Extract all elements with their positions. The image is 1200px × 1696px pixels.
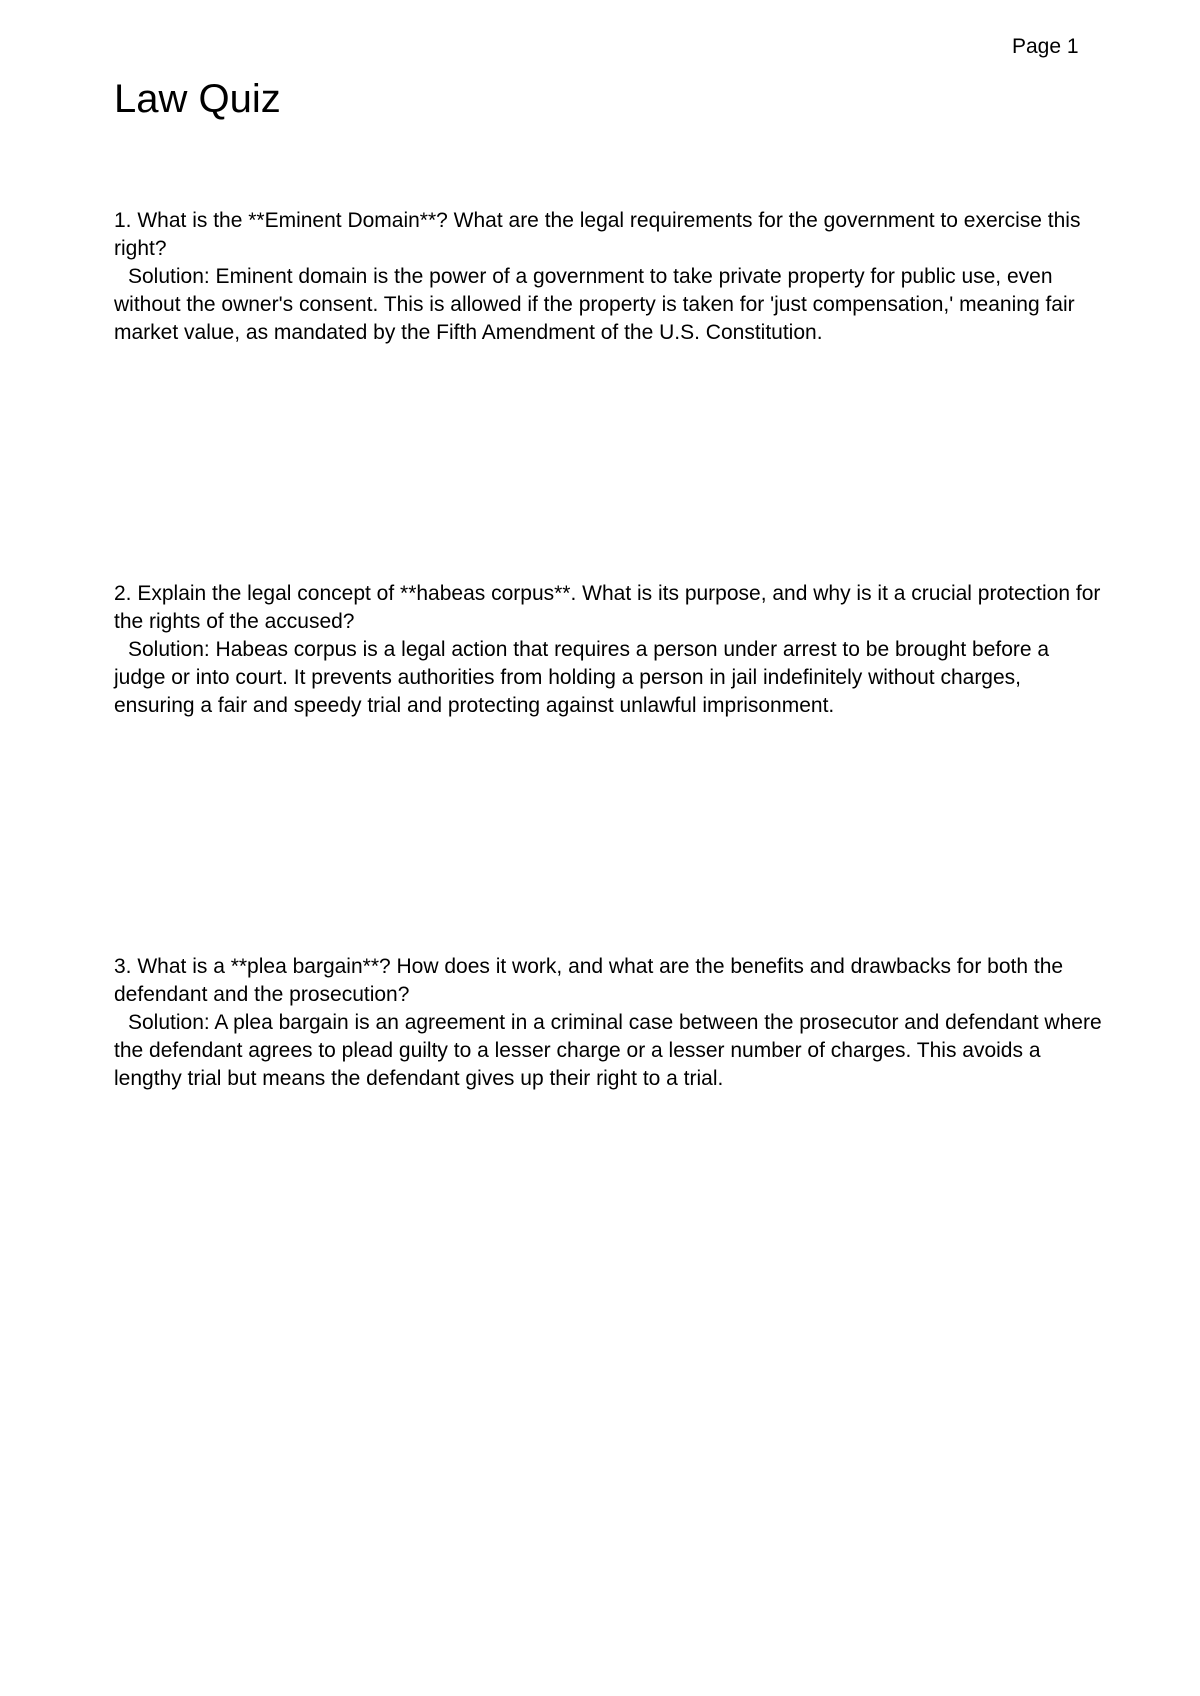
question-block-2: [114, 580, 1104, 720]
question-text-2: 2. Explain the legal concept of **habeas corpus**. What is its purpose, and why is it a crucial protection for the rights of the accused?: [114, 582, 1101, 633]
solution-text-1: Solution: Eminent domain is the power of a government to take private property for public use, even without the owner's consent. This is allowed if the property is taken for 'just compensation,' meaning fair market value, as mandated by the Fifth Amendment of the U.S. Constitution.: [114, 265, 1075, 344]
solution-text-2: Solution: Habeas corpus is a legal action that requires a person under arrest to be brought before a judge or into court. It prevents authorities from holding a person in jail indefinitely without charges, ensuring a fair and speedy trial and protecting against unlawful imprisonment.: [114, 638, 1050, 717]
page-number: Page 1: [1012, 35, 1079, 58]
solution-text-3: Solution: A plea bargain is an agreement in a criminal case between the prosecutor and defendant where the defendant agrees to plead guilty to a lesser charge or a lesser number of charges. This avoids a lengthy trial but means the defendant gives up their right to a trial.: [114, 1011, 1102, 1090]
question-text-3: 3. What is a **plea bargain**? How does it work, and what are the benefits and drawbacks for both the defendant and the prosecution?: [114, 955, 1064, 1006]
page-title: Law Quiz: [114, 77, 281, 121]
question-block-1: [114, 207, 1104, 347]
question-block-3: [114, 953, 1104, 1093]
question-text-1: 1. What is the **Eminent Domain**? What are the legal requirements for the government to exercise this right?: [114, 209, 1081, 260]
